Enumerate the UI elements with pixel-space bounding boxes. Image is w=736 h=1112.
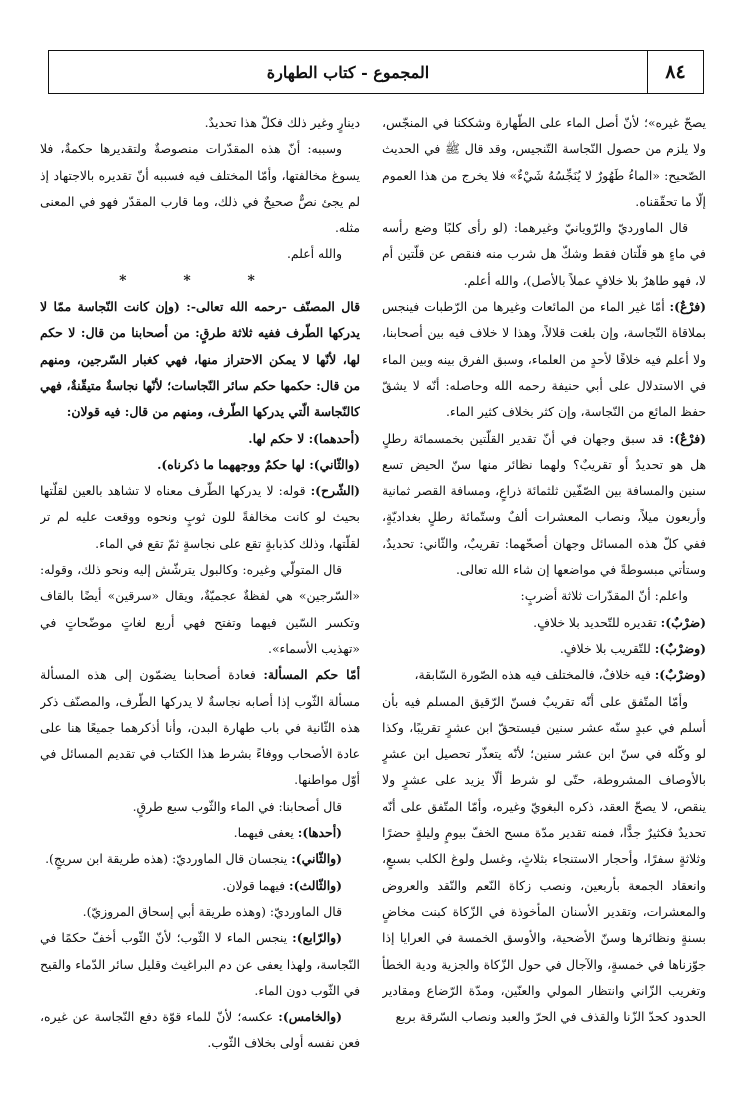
left-text-column — [40, 110, 360, 1100]
paragraph — [382, 636, 706, 662]
paragraph-text: فعادة أصحابنا يضمّون إلى هذه المسألة مسألة الثّوب إذا أصابه نجاسةٌ لا يدركها الطّرف، والمصنّف ذكر هذه الثّانية في باب طهارة البدن، وأنا أذكرهما جميعًا هنا على عادة الأصحاب ووفاءً بشرط هذا الكتاب في تقديم المسائل في أوّل مواطنها. — [40, 667, 360, 788]
paragraph — [40, 478, 360, 557]
paragraph — [40, 873, 360, 899]
paragraph — [40, 820, 360, 846]
paragraph — [40, 925, 360, 1004]
running-title: المجموع - كتاب الطهارة — [266, 62, 430, 82]
paragraph-text: ينجس الماء لا الثّوب؛ لأنّ الثّوب أخفّ حكمًا في النّجاسة، ولهذا يعفى عن دم البراغيث وقليل سائر الدّماء والقيح في الثّوب دون الماء. — [40, 930, 360, 998]
paragraph — [40, 662, 360, 793]
paragraph-label: (والخامس): — [278, 1009, 342, 1025]
paragraph — [40, 1004, 360, 1057]
paragraph — [382, 215, 706, 294]
page-number: ٨٤ — [647, 51, 703, 93]
paragraph-text: ينجسان قال الماورديّ: (هذه طريقة ابن سريجٍ). — [45, 851, 292, 867]
paragraph-label: (الشّرح): — [310, 483, 360, 499]
paragraph-label: (أحدها): — [297, 825, 342, 841]
paragraph-text: أمّا غير الماء من المائعات وغيرها من الرّطبات فينجس بملاقاة النّجاسة، وإن بلغت قلالاً، وهذا لا خلاف فيه بين أصحابنا، ولا أعلم فيه خلافًا لأحدٍ من العلماء، وسبق الفرق بينه وبين الماء في الاستدلال على أبي حنيفة رحمه الله وحاصله: أنّه لا يشقّ حفظ المائع من النّجاسة، وإن كثر بخلاف كثير الماء. — [382, 299, 706, 420]
paragraph-text: فيه خلافٌ، فالمختلف فيه هذه الصّورة السّابقة، — [414, 667, 655, 683]
right-text-column — [382, 110, 706, 1100]
paragraph — [40, 294, 360, 425]
paragraph-text: قال الماورديّ: (وهذه طريقة أبي إسحاق المروزيّ). — [82, 903, 342, 919]
paragraph — [40, 899, 360, 925]
page-header — [48, 50, 704, 94]
paragraph — [40, 136, 360, 241]
paragraph-text: قد سبق وجهان في أنّ تقدير القلّتين بخمسمائة رطلٍ هل هو تحديدٌ أو تقريبٌ؟ ولهما نظائر منها سنّ الحيض تسع سنين والمسافة بين الصّفّين ثلثمائة ذراعٍ، ومسافة القصر ثمانية وأربعون ميلاً، ونصاب المعشرات ألفٌ وستّمائة رطلٍ بغداديّةٍ، ففي كلّ هذه المسائل وجهان أصحّهما: تقريبٌ، والثّاني: تحديدٌ، وستأتي مبسوطةً في مواضعها إن شاء الله تعالى. — [382, 430, 706, 578]
paragraph-text: قال المتولّي وغيره: وكالبول يترشّش إليه ونحو ذلك، وقوله: «السّرجين» هي لفظةٌ عجميّةٌ، ويقال «سرقين» أيضًا بالقاف وتكسر السّين فيهما وتفتح فهي أربع لغاتٍ موضّحاتٍ في «تهذيب الأسماء». — [40, 562, 360, 656]
paragraph — [40, 846, 360, 872]
paragraph-text: دينارٍ وغير ذلك فكلّ هذا تحديدٌ. — [204, 115, 360, 130]
paragraph-text: وسببه: أنّ هذه المقدّرات منصوصةٌ ولتقديرها حكمةٌ، فلا يسوغ مخالفتها، وأمّا المختلف فيه فسببه أنّ تقديره بالاجتهاد إذ لم يجئ نصٌّ صحيحٌ في ذلك، وما قارب المقدّر فهو في المعنى مثله. — [40, 141, 360, 236]
paragraph-text: قال أصحابنا: في الماء والثّوب سبع طرقٍ. — [132, 798, 342, 814]
paragraph — [382, 294, 706, 425]
paragraph — [382, 689, 706, 1031]
paragraph-text: للتّقريب بلا خلافٍ. — [559, 640, 655, 656]
paragraph — [40, 241, 360, 267]
paragraph-label: (فرْعٌ): — [669, 430, 706, 446]
paragraph-label: (والثّالث): — [289, 877, 342, 893]
paragraph-text: قال المصنّف -رحمه الله تعالى-: (وإن كانت النّجاسة ممّا لا يدركها الطّرف ففيه ثلاثة طرقٍ: من أصحابنا من قال: لا حكم لها، لأنّها لا يمكن الاحتراز منها، فهي كغبار السّرجين، ومنهم من قال: حكمها حكم سائر النّجاسات؛ لأنّها نجاسةٌ متيقّنةٌ، فهي كالنّجاسة الّتي يدركها الطّرف، ومنهم من قال: فيه قولان: — [40, 299, 360, 420]
paragraph-label: (والثّاني): — [291, 851, 342, 867]
paragraph-text: قوله: لا يدركها الطّرف معناه لا تشاهد بالعين لقلّتها بحيث لو كانت مخالفةً للون ثوبٍ ونحوه ووقعت عليه لم تر لقلّتها، وذلك كذبابةٍ تقع على نجاسةٍ ثمّ تقع في الماء. — [40, 483, 360, 551]
paragraph — [382, 610, 706, 636]
paragraph-label: (فرْعٌ): — [669, 299, 706, 315]
paragraph — [40, 110, 360, 136]
paragraph-label: (والرّابع): — [292, 930, 342, 946]
paragraph-label: (وضرْبٌ): — [654, 640, 706, 656]
paragraph-text: واعلم: أنّ المقدّرات ثلاثة أضربٍ: — [520, 588, 688, 604]
paragraph-text: قال الماورديّ والرّويانيّ وغيرهما: (لو رأى كلبًا وضع رأسه في ماءٍ هو قلّتان فقط وشكّ هل شرب منه فنقص عن قلّتين أم لا، فهو طاهرٌ بلا خلافٍ عملاً بالأصل)، والله أعلم. — [382, 220, 706, 288]
paragraph — [40, 452, 360, 478]
paragraph — [40, 557, 360, 662]
paragraph-text: والله أعلم. — [286, 246, 342, 262]
paragraph-label: أمّا حكم المسألة: — [263, 667, 360, 683]
paragraph-text: (أحدهما): لا حكم لها. — [248, 430, 360, 446]
paragraph — [382, 426, 706, 584]
paragraph-text: عكسه؛ لأنّ للماء قوّة دفع النّجاسة عن غيره، فعن نفسه أولى بخلاف الثّوب. — [40, 1009, 360, 1051]
paragraph-label: (وضرْبٌ): — [654, 667, 706, 683]
paragraph-text: تقديره للتّحديد بلا خلافٍ. — [533, 614, 661, 630]
paragraph — [40, 426, 360, 452]
paragraph — [40, 268, 360, 294]
paragraph — [382, 662, 706, 688]
paragraph — [382, 110, 706, 215]
paragraph-text: يصحّ غيره»؛ لأنّ أصل الماء على الطّهارة وشككنا في المنجّس، ولا يلزم من حصول النّجاسة التّنجيس، وقد قال ﷺ في الحديث الصّحيح: «الماءُ طَهُورٌ لا يُنَجِّسُهُ شَيْءٌ» فلا يخرج من هذا العموم إلّا ما تحقّقناه. — [382, 115, 706, 209]
paragraph-label: (ضرْبٌ): — [660, 614, 706, 630]
paragraph-text: يعفى فيهما. — [233, 825, 298, 841]
paragraph-text: * * * — [119, 272, 281, 289]
paragraph-text: وأمّا المتّفق على أنّه تقريبٌ فسنّ الرّقيق المسلم فيه بأن أسلم في عبدٍ سنّه عشر سنين فيستحقّ ابن عشرٍ تقريبًا، وكذا لو وكّله في سنّ ابن عشر سنين؛ لأنّه يتعذّر تحصيل ابن عشرٍ بالأوصاف المشروطة، حتّى لو شرط ألّا يزيد على عشرٍ ولا ينقص، لا يصحّ العقد، ذكره البغويّ وغيره، وأمّا المتّفق على أنّه تحديدٌ فكثيرٌ جدًّا، فمنه تقدير مدّة مسح الخفّ بيومٍ وليلةٍ حضرًا وثلاثةٍ سفرًا، وأحجار الاستنجاء بثلاثٍ، وغسل ولوغ الكلب بسبعٍ، وانعقاد الجمعة بأربعين، ونصب زكاة النّعم والنّقد والعروض والمعشرات، وتقدير الأسنان المأخوذة في الزّكاة كبنت مخاضٍ بسنةٍ ونظائرها وسنّ الأضحية، والأوسق الخمسة في العرايا إذا جوّزناها في خمسةٍ، والآجال في حول الزّكاة والجزية ودية الخطأ وتغريب الزّاني وانتظار المولي والعنّين، ومدّة الرّضاع ومقادير الحدود كحدّ الزّنا والقذف في الحرّ والعبد ونصاب السّرقة بربع — [382, 693, 706, 1025]
paragraph — [40, 794, 360, 820]
paragraph-text: (والثّاني): لها حكمٌ ووجههما ما ذكرناه). — [157, 456, 360, 472]
paragraph-text: فيهما قولان. — [222, 877, 290, 893]
paragraph — [382, 583, 706, 609]
